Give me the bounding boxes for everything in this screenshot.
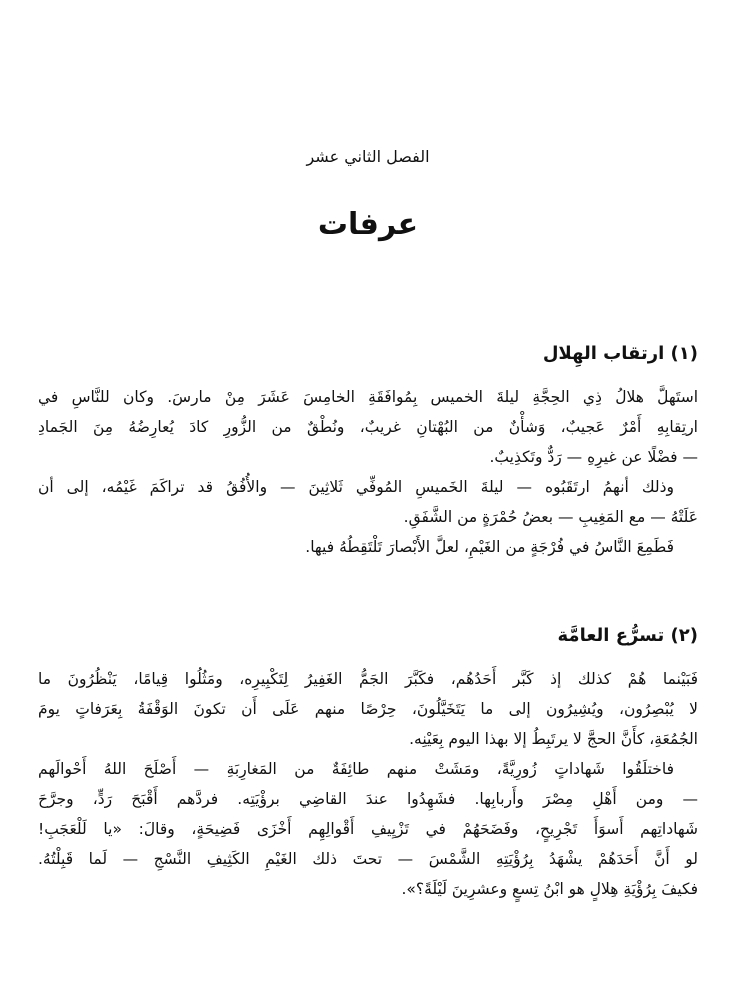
text-line: عَلَتْهُ — مع المَغِيبِ — بعضُ حُمْرَةٍ من الشَّفَقِ. bbox=[403, 508, 698, 526]
text-line: — فضْلًا عن غيرِهِ — رَدٌّ وتَكذِيبٌ. bbox=[489, 448, 698, 466]
paragraph bbox=[38, 472, 698, 532]
paragraph bbox=[38, 382, 698, 472]
text-line: فَطَمِعَ النَّاسُ في فُرْجَةٍ من الغَيْمِ، لعلَّ الأَبْصارَ تَلْتَقِطُهُ فيها. bbox=[305, 538, 674, 556]
section-amma bbox=[38, 622, 698, 904]
section-heading: (٢) تسرُّع العامَّة bbox=[557, 625, 698, 646]
chapter-title: عرفات bbox=[317, 207, 419, 242]
text-line: فَبَيْنما هُمْ كذلك إذ كَبَّر أَحَدُهُم، فكَبَّرَ الجَمُّ الغَفِيرُ لِتَكْبِيرِه، ومَثُلُوا قِيامًا، يَنْظُرُونَ ما bbox=[38, 670, 698, 688]
text-line: — ومن أَهْلِ مِصْرَ وأَربابِها. فشَهِدُوا عندَ القاضِي برؤْيَتِه. فردَّهم أَقْبَحَ رَدٍّ، وجرَّحَ bbox=[38, 790, 698, 808]
paragraph bbox=[38, 664, 698, 754]
text-line: فاختلَقُوا شَهاداتٍ زُورِيَّةً، ومَشَتْ منهم طائِفَةٌ من المَغارِبَةِ — أَصْلَحَ اللهُ أَحْوالَهم bbox=[38, 760, 674, 778]
book-page bbox=[38, 0, 698, 1000]
section-heading: (١) ارتقاب الهِلال bbox=[542, 343, 698, 364]
section-hilal bbox=[38, 340, 698, 562]
paragraph bbox=[38, 754, 698, 904]
text-line: شَهاداتِهم أَسوَأَ تَجْرِيحٍ، وفَضَحَهُمْ في تَزْيِيفِ أَقْوالِهِم أَخْزَى فَضِيحَةٍ، وقالَ: «يا لَلْعَجَبِ! bbox=[38, 820, 698, 838]
text-line: استَهلَّ هلالُ ذِي الحِجَّةِ ليلةَ الخميس بِمُوافَقَةِ الخامِسَ عَشَرَ مِنْ مارسَ. وكان للنَّاسِ في bbox=[38, 388, 698, 406]
text-line: لا يُبْصِرُون، ويُشِيرُون إلى ما يَتَخَيَّلُونَ، حِرْصًا منهم عَلَى أَن تكونَ الوَقْفَةُ بِعَرَفاتٍ يومَ bbox=[38, 700, 698, 718]
paragraph bbox=[38, 532, 698, 562]
text-line: لو أَنَّ أَحَدَهُمْ يشْهَدُ بِرُؤْيَتِهِ الشَّمْسَ — تحتَ ذلك الغَيْمِ الكَثِيفِ النَّسْجِ — لَما قَبِلْتُهُ. bbox=[38, 850, 698, 868]
text-line: الجُمُعَةِ، كأَنَّ الحجَّ لا يرتَبِطُ إلا بهذا اليوم بِعَيْنِه. bbox=[409, 730, 698, 748]
text-line: فكيفَ بِرُؤْيَةِ هِلالٍ هو ابْنُ تِسعٍ وعشرِينَ لَيْلَةً؟». bbox=[401, 880, 698, 898]
text-line: ارتِقابِهِ أَمْرٌ عَجيبٌ، وَشأْنٌ من البُهْتانِ غريبٌ، ونُطْقٌ من الزُّورِ كادَ يُعارِضُهُ مِنَ الجَمادِ bbox=[38, 418, 698, 436]
text-line: وذلك أنهمُ ارتَقَبُوه — ليلةَ الخَميسِ المُوفِّي ثَلاثِينَ — والأُفُقُ قد تراكَمَ غَيْمُه، إلى أن bbox=[38, 478, 674, 496]
chapter-label: الفصل الثاني عشر bbox=[306, 147, 430, 166]
